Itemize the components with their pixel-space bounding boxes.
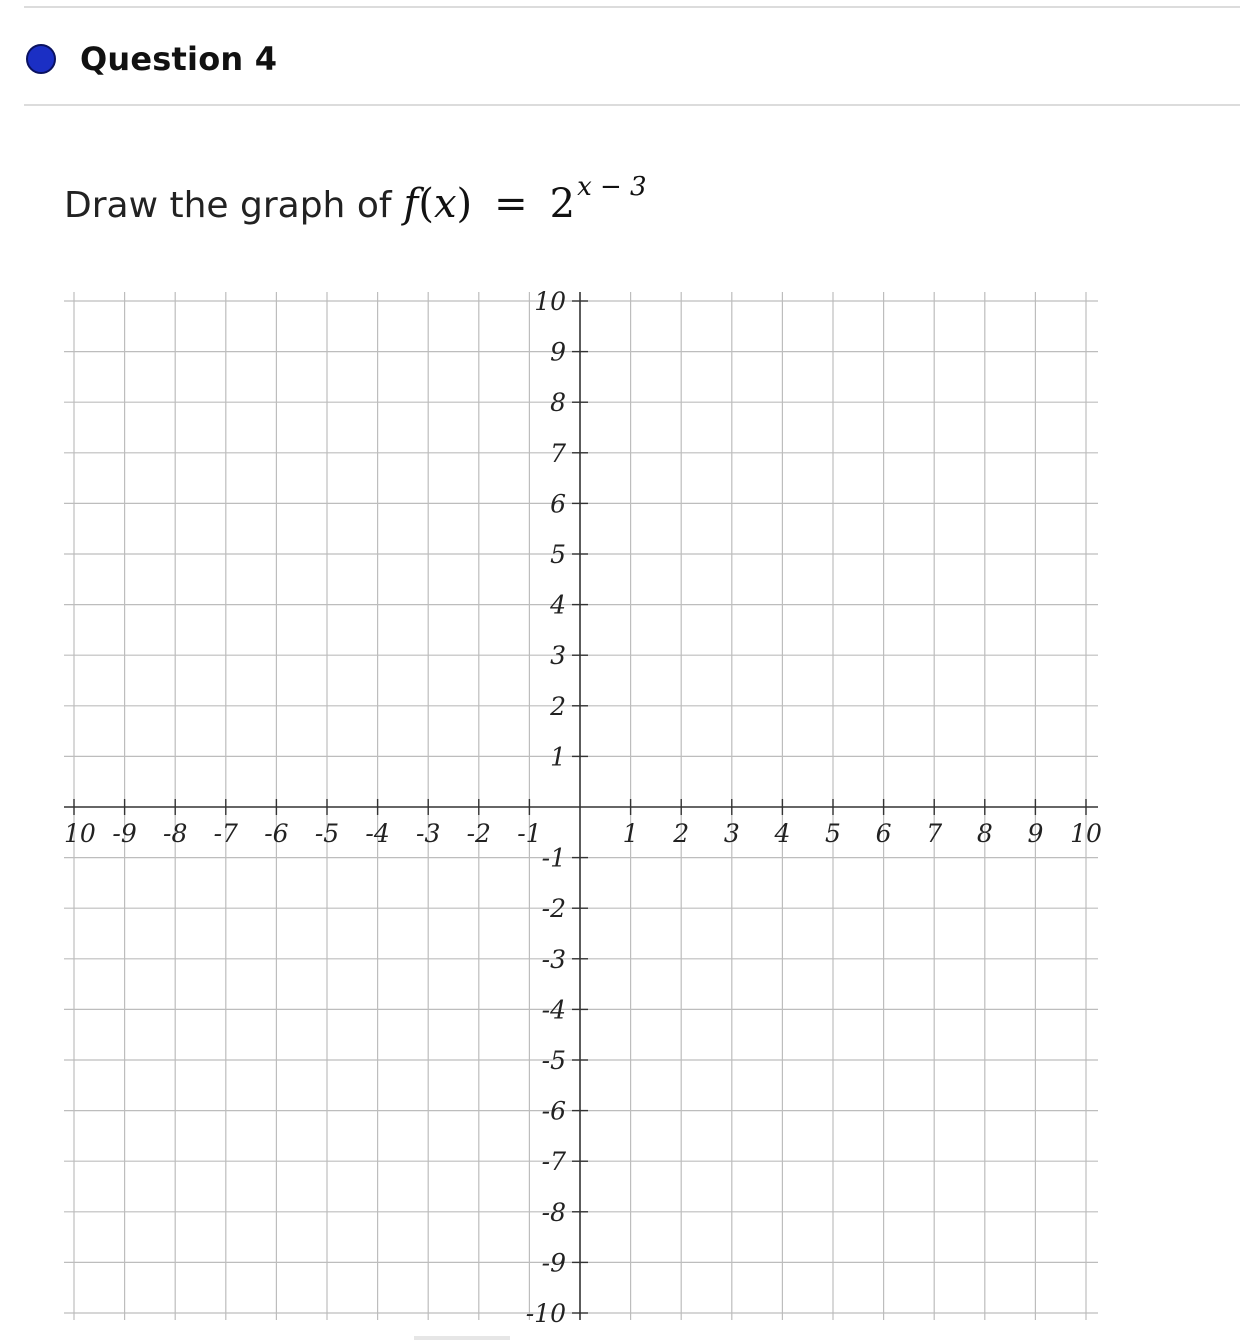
y-tick-label: -9 (541, 1248, 566, 1278)
question-status-icon (26, 44, 56, 74)
y-tick-label: -10 (525, 1299, 566, 1328)
equals-sign: = (494, 181, 528, 227)
y-tick-label: -2 (541, 894, 566, 924)
y-tick-label: -4 (541, 995, 566, 1025)
y-tick-label: 6 (550, 489, 566, 519)
prompt-text: Draw the graph of (64, 185, 392, 226)
x-tick-label: 10 (1070, 819, 1102, 848)
y-tick-label: -1 (541, 843, 566, 873)
x-tick-label: -9 (112, 819, 137, 848)
header-divider (24, 104, 1240, 106)
x-tick-label: -1 (517, 819, 542, 848)
function-name: f (403, 181, 419, 227)
question-header (26, 36, 277, 82)
y-tick-label: -3 (541, 944, 566, 974)
graphing-area[interactable] (0, 280, 1240, 1340)
x-tick-label: -4 (365, 819, 390, 848)
x-tick-label: 8 (976, 819, 993, 848)
y-tick-label: 8 (550, 388, 566, 418)
x-tick-label: -5 (314, 819, 340, 848)
x-tick-label: 3 (723, 819, 740, 848)
x-tick-label: -3 (416, 819, 441, 848)
y-tick-label: -8 (541, 1197, 566, 1227)
y-tick-label: -6 (541, 1096, 566, 1126)
x-tick-label: 10 (64, 819, 96, 848)
y-tick-label: 3 (550, 641, 566, 671)
y-tick-label: -5 (541, 1046, 566, 1075)
top-divider (24, 6, 1240, 8)
exponent: x − 3 (577, 172, 647, 202)
y-tick-label: -7 (541, 1147, 566, 1177)
y-tick-label: 2 (550, 691, 566, 721)
question-title: Question 4 (80, 40, 278, 78)
function-variable: x (433, 181, 457, 227)
coordinate-grid[interactable] (0, 280, 1240, 1340)
x-tick-label: 1 (622, 819, 639, 848)
scroll-indicator (414, 1336, 510, 1340)
y-tick-label: 9 (550, 337, 566, 367)
x-tick-label: 5 (825, 819, 841, 848)
x-tick-label: -2 (466, 819, 491, 848)
prompt-formula (404, 172, 647, 227)
y-tick-label: 7 (550, 438, 566, 468)
x-tick-label: -7 (213, 819, 238, 848)
x-tick-label: -8 (163, 819, 188, 848)
x-tick-label: 9 (1027, 819, 1044, 848)
y-tick-label: 10 (534, 287, 566, 316)
y-tick-label: 5 (550, 540, 566, 569)
y-tick-label: 1 (550, 742, 566, 772)
x-tick-label: 7 (926, 819, 943, 848)
x-tick-label: 6 (875, 819, 892, 848)
question-prompt (64, 172, 647, 232)
y-tick-label: 4 (550, 590, 566, 620)
x-tick-label: -6 (264, 819, 289, 848)
open-paren: ( (418, 181, 434, 227)
x-tick-label: 4 (774, 819, 791, 848)
close-paren: ) (456, 181, 473, 227)
x-tick-label: 2 (673, 819, 690, 848)
exponent-base: 2 (549, 181, 576, 227)
